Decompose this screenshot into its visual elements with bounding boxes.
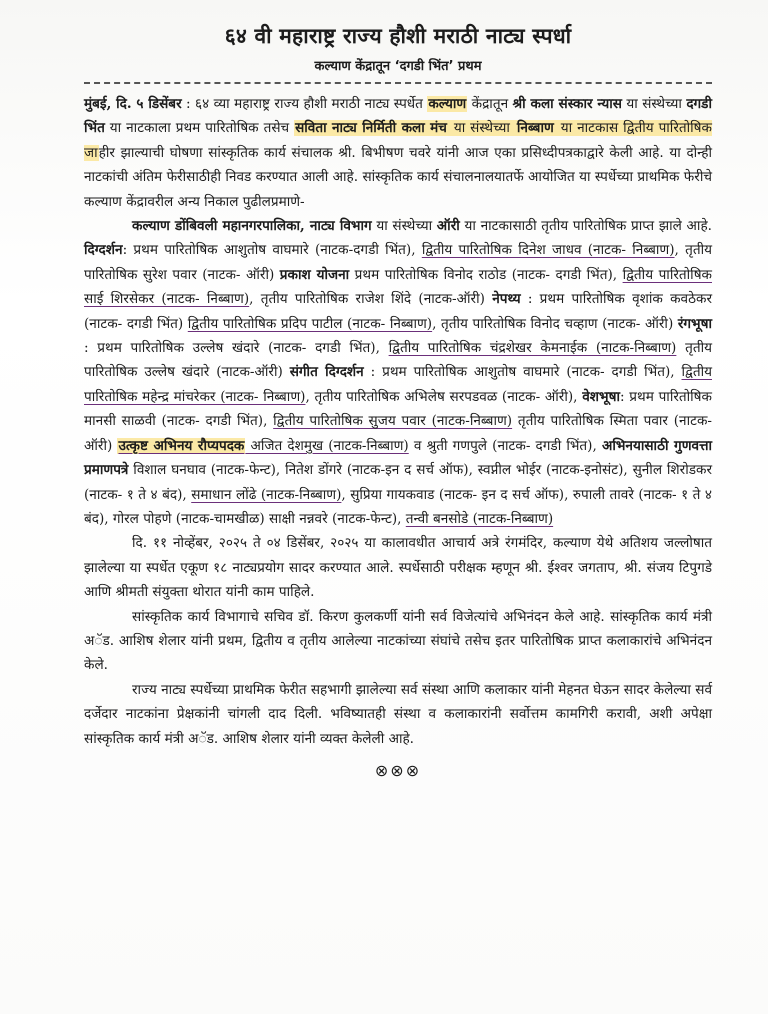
category-acting-certificates: अभिनयासाठी गुणवत्ता प्रमाणपत्रे: [84, 437, 712, 479]
text-span: या नाटकाला प्रथम पारितोषिक तसेच: [104, 120, 295, 137]
center-name: कल्याण: [428, 96, 467, 112]
paragraph-results: [84, 214, 712, 531]
text-span: व श्रुती गणपुले (नाटक- दगडी भिंत),: [408, 437, 602, 454]
paragraph-congratulations: सांस्कृतिक कार्य विभागाचे सचिव डॉ. किरण कुलकर्णी यांनी सर्व विजेत्यांचे अभिनंदन केले आहे. सांस्कृतिक कार्य मंत्री अॅड. आशिष शेलार यांनी प्रथम, द्वितीय व तृतीय आलेल्या नाटकांच्या संघांचे तसेच इतर पारितोषिक प्राप्त कलाकारांचे अभिनंदन केले.: [84, 608, 712, 674]
text-span: प्रथम पारितोषिक विनोद राठोड (नाटक- दगडी भिंत),: [349, 266, 623, 283]
text-span: , तृतीय पारितोषिक सुरेश पवार (नाटक- ऑरी): [84, 242, 713, 283]
text-span: तृतीय पारितोषिक उल्लेष खंदारे (नाटक-ऑरी): [84, 340, 712, 381]
end-mark: ⊗⊗⊗: [374, 760, 422, 780]
text-span: , सुप्रिया गायकवाड (नाटक- इन द सर्च ऑफ), रुपाली तावरे (नाटक- १ ते ४ बंद), गोरल पोहणे (नाटक-चामखीळ) साक्षी नन्नवरे (नाटक-फेन्ट),: [84, 486, 712, 527]
divider: [84, 82, 712, 84]
text-span: विशाल घनघाव (नाटक-फेन्ट), नितेश डोंगरे (नाटक-इन द सर्च ऑफ), स्वप्नील भोईर (नाटक-इनोसंट), सुनील शिरोडकर (नाटक- १ ते ४ बंद),: [84, 462, 712, 503]
text-span: हीर झाल्याची घोषणा सांस्कृतिक कार्य संचालक श्री. बिभीषण चवरे यांनी आज एका प्रसिध्दीपत्रकाद्वारे केली आहे. या दोन्ही नाटकांची अंतिम फेरीसाठीही निवड करण्यात आली आहे. सांस्कृतिक कार्य संचालनालयातर्फे आयोजित या स्पर्धेच्या प्राथमिक फेरीचे कल्याण केंद्रावरील अन्य निकाल पुढीलप्रमाणे-: [84, 144, 712, 210]
text-span: : प्रथम पारितोषिक वृशांक कवठेकर (नाटक- दगडी भिंत): [84, 291, 713, 332]
text-span: : प्रथम पारितोषिक आशुतोष वाघमारे (नाटक- दगडी भिंत),: [363, 364, 682, 381]
underlined-award: समाधान लोंढे (नाटक-निब्बाण): [191, 486, 342, 503]
paragraph-venue: दि. ११ नोव्हेंबर, २०२५ ते ०४ डिसेंबर, २०२५ या कालावधीत आचार्य अत्रे रंगमंदिर, कल्याण येथे अतिशय जल्लोषात झालेल्या या स्पर्धेत एकूण १८ नाट्यप्रयोग सादर करण्यात आले. स्पर्धेसाठी परीक्षक म्हणून श्री. ईश्वर जगताप, श्री. संजय टिपुगडे आणि श्रीमती संयुक्ता थोरात यांनी काम पाहिले.: [84, 535, 712, 601]
text-span: या संस्थेच्या: [371, 218, 437, 235]
paragraph-closing: राज्य नाट्य स्पर्धेच्या प्राथमिक फेरीत सहभागी झालेल्या सर्व संस्था आणि कलाकार यांनी मेहनत घेऊन सादर केलेल्या सर्व दर्जेदार नाटकांना प्रेक्षकांनी चांगली दाद दिली. भविष्यातही संस्था व कलाकारांनी सर्वोत्तम कामगिरी करावी, अशी अपेक्षा सांस्कृतिक कार्य मंत्री अॅड. आशिष शेलार यांनी व्यक्त केलेली आहे.: [84, 681, 712, 747]
dateline: मुंबई, दि. ५ डिसेंबर: [84, 96, 182, 112]
underlined-award: द्वितीय पारितोषिक चंद्रशेखर केमनाईक (नाटक-निब्बाण): [388, 340, 677, 357]
first-org-name: श्री कला संस्कार न्यास: [512, 96, 622, 112]
category-lighting: प्रकाश योजना: [279, 266, 350, 283]
text-span: या नाटकासाठी तृतीय पारितोषिक प्राप्त झाले आहे.: [459, 218, 712, 235]
category-acting-silver: उत्कृष्ट अभिनय रौप्यपदक: [118, 437, 245, 454]
text-span: या संस्थेच्या: [448, 120, 515, 137]
second-play-name: निब्बाण: [516, 120, 554, 137]
first-play-name: दगडी भिंत: [84, 96, 712, 137]
text-span: , तृतीय पारितोषिक विनोद चव्हाण (नाटक- ऑरी): [432, 315, 678, 332]
category-music: संगीत दिग्दर्शन: [289, 364, 364, 381]
underlined-award: द्वितीय पारितोषिक महेन्द्र मांचरेकर (नाटक- निब्बाण): [84, 364, 712, 405]
text-span: : ६४ व्या महाराष्ट्र राज्य हौशी मराठी नाट्य स्पर्धेत: [181, 96, 428, 112]
page-title: ६४ वी महाराष्ट्र राज्य हौशी मराठी नाट्य स्पर्धा: [224, 24, 572, 48]
paragraph-intro: [84, 92, 712, 214]
text-span: : प्रथम पारितोषिक मानसी साळवी (नाटक- दगडी भिंत),: [84, 388, 712, 430]
category-set-design: नेपथ्य: [492, 291, 521, 308]
category-direction: दिग्दर्शन: [84, 242, 123, 259]
text-span: केंद्रातून: [467, 96, 513, 112]
page-subtitle: कल्याण केंद्रातून ‘दगडी भिंत’ प्रथम: [314, 59, 482, 74]
third-org-name: कल्याण डोंबिवली महानगरपालिका, नाट्य विभाग: [132, 218, 372, 235]
text-span: , तृतीय पारितोषिक राजेश शिंदे (नाटक-ऑरी): [249, 291, 493, 308]
text-span: या नाटकास द्वितीय पारितोषिक जा: [84, 120, 712, 161]
underlined-award: तन्वी बनसोडे (नाटक-निब्बाण): [405, 510, 554, 527]
underlined-award: द्वितीय पारितोषिक प्रदिप पाटील (नाटक- निब्बाण): [187, 315, 433, 332]
underlined-award: द्वितीय पारितोषिक सुजय पवार (नाटक-निब्बाण): [273, 413, 513, 430]
text-span: : प्रथम पारितोषिक आशुतोष वाघमारे (नाटक-दगडी भिंत),: [122, 242, 422, 259]
underlined-award: द्वितीय पारितोषिक दिनेश जाधव (नाटक- निब्बाण): [421, 242, 675, 259]
second-org-name: सविता नाट्य निर्मिती कला मंच: [295, 120, 447, 137]
text-span: तृतीय पारितोषिक स्मिता पवार (नाटक- ऑरी): [84, 413, 712, 454]
text-span: : प्रथम पारितोषिक उल्लेष खंदारे (नाटक- दगडी भिंत),: [84, 340, 389, 357]
category-costume: वेशभूषा: [582, 388, 620, 405]
third-play-name: ऑरी: [436, 218, 460, 235]
underlined-award: अजित देशमुख (नाटक-निब्बाण): [245, 437, 409, 454]
underlined-award: द्वितीय पारितोषिक साई शिरसेकर (नाटक- निब्बाण): [84, 266, 712, 308]
text-span: , तृतीय पारितोषिक अभिलेष सरपडवळ (नाटक- ऑरी),: [305, 388, 583, 405]
text-span: या संस्थेच्या: [621, 96, 687, 112]
category-makeup: रंगभूषा: [677, 315, 712, 332]
